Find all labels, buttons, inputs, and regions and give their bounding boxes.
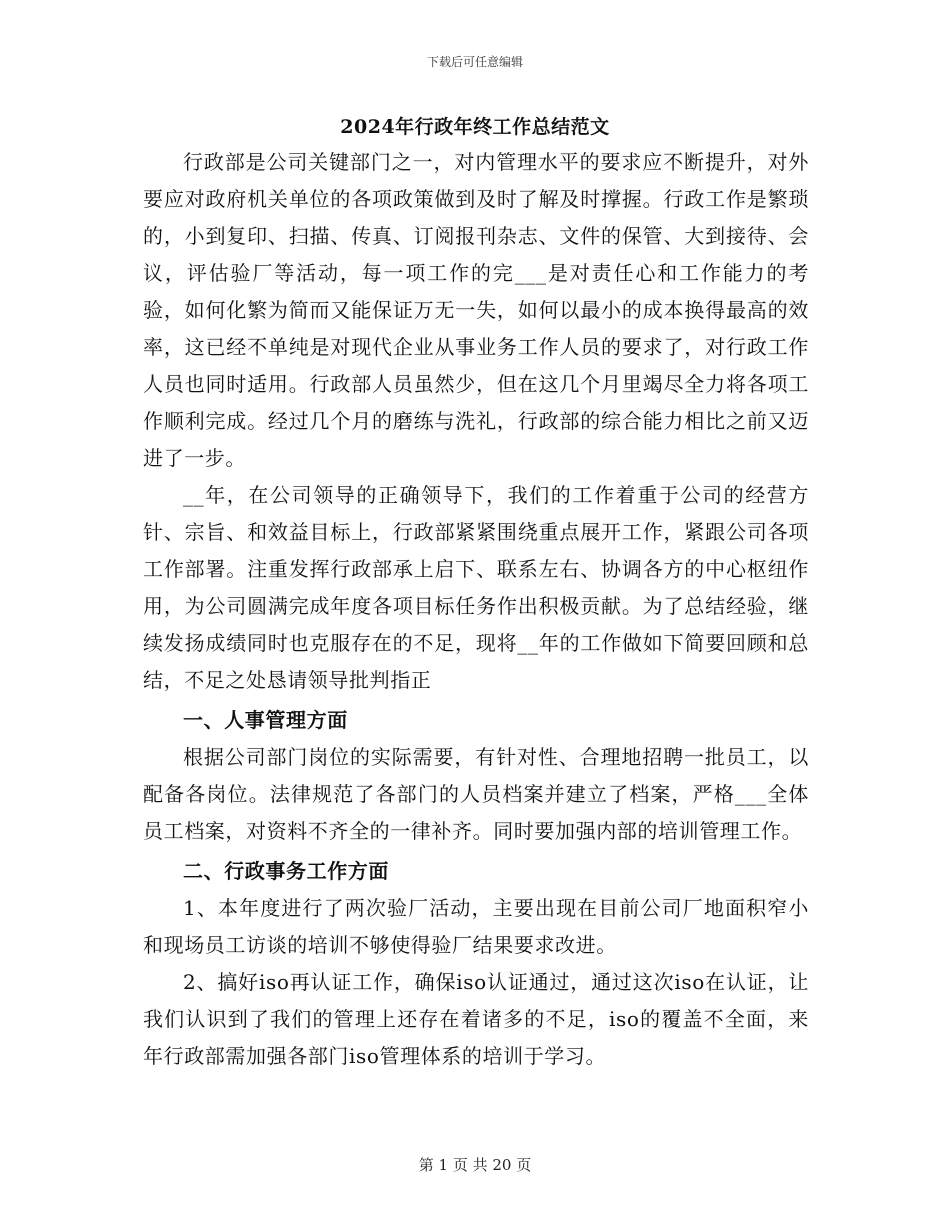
header-note: 下载后可任意编辑 xyxy=(426,55,523,69)
page-footer: 第 1 页 共 20 页 xyxy=(418,1156,532,1174)
paragraph-intro: 行政部是公司关键部门之一，对内管理水平的要求应不断提升，对外要应对政府机关单位的各项政策做到及时了解及时撑握。行政工作是繁琐的，小到复印、扫描、传真、订阅报刊杂志、文件的保管、大到接待、会议，评估验厂等活动，每一项工作的完___是对责任心和工作能力的考验，如何化繁为简而又能保证万无一失，如何以最小的成本换得最高的效率，这已经不单纯是对现代企业从事业务工作人员的要求了，对行政工作人员也同时适用。行政部人员虽然少，但在这几个月里竭尽全力将各项工作顺利完成。经过几个月的磨练与洗礼，行政部的综合能力相比之前又迈进了一步。 xyxy=(143,150,809,470)
paragraph-personnel: 根据公司部门岗位的实际需要，有针对性、合理地招聘一批员工，以配备各岗位。法律规范了各部门的人员档案并建立了档案，严格___全体员工档案，对资料不齐全的一律补齐。同时要加强内部的培训管理工作。 xyxy=(143,745,809,843)
paragraph-iso: 2、搞好iso再认证工作，确保iso认证通过，通过这次iso在认证，让我们认识到了我们的管理上还存在着诸多的不足，iso的覆盖不全面，来年行政部需加强各部门iso管理体系的培训于学习。 xyxy=(143,970,809,1068)
paragraph-factory-audit: 1、本年度进行了两次验厂活动，主要出现在目前公司厂地面积窄小和现场员工访谈的培训不够使得验厂结果要求改进。 xyxy=(143,896,809,957)
section-heading-admin-affairs: 二、行政事务工作方面 xyxy=(183,859,389,883)
document-title: 2024年行政年终工作总结范文 xyxy=(340,116,610,138)
paragraph-overview: __年，在公司领导的正确领导下，我们的工作着重于公司的经营方针、宗旨、和效益目标上，行政部紧紧围绕重点展开工作，紧跟公司各项工作部署。注重发挥行政部承上启下、联系左右、协调各方的中心枢纽作用，为公司圆满完成年度各项目标任务作出积极贡献。为了总结经验，继续发扬成绩同时也克服存在的不足，现将__年的工作做如下简要回顾和总结，不足之处恳请领导批判指正 xyxy=(143,483,809,692)
section-heading-personnel: 一、人事管理方面 xyxy=(183,708,348,732)
document-body xyxy=(143,144,809,1075)
